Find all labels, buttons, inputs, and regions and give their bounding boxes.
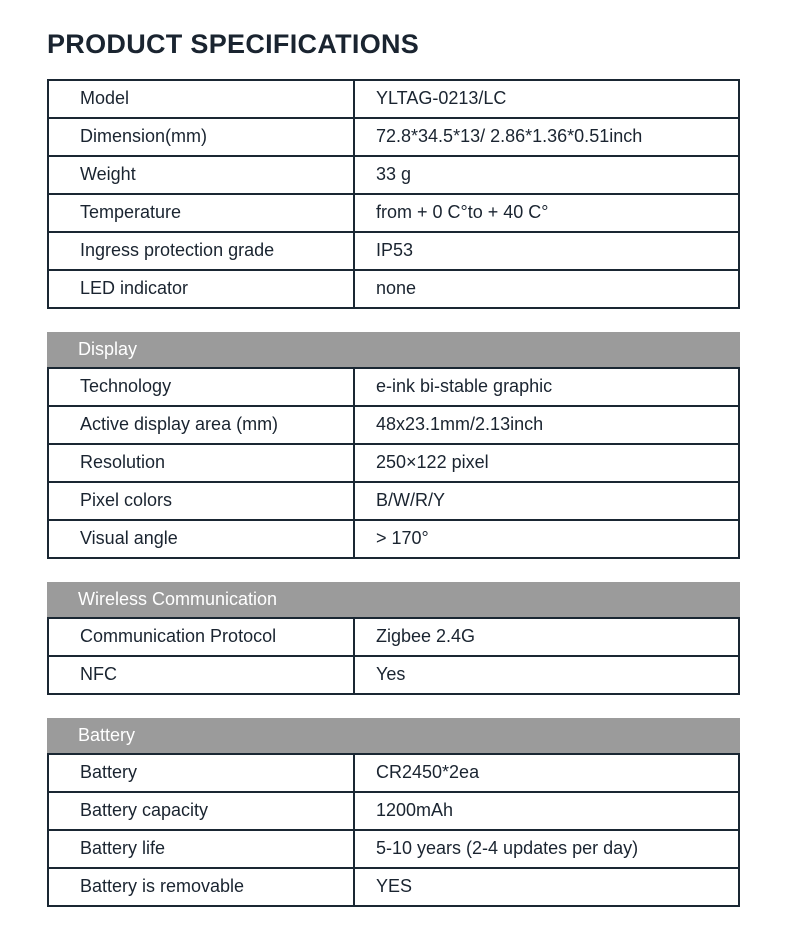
spec-label: Ingress protection grade — [49, 233, 355, 269]
spec-table — [47, 367, 740, 559]
section-title: Display — [78, 338, 138, 359]
spec-row — [49, 829, 738, 867]
spec-value: none — [376, 278, 417, 299]
section-header — [47, 582, 740, 617]
spec-row — [49, 791, 738, 829]
page-title: PRODUCT SPECIFICATIONS — [47, 29, 420, 59]
section-title: Battery — [78, 724, 136, 745]
spec-label: Pixel colors — [49, 483, 355, 519]
spec-row — [49, 755, 738, 791]
spec-row — [49, 519, 738, 557]
spec-table — [47, 753, 740, 907]
spec-row — [49, 443, 738, 481]
spec-value: 48x23.1mm/2.13inch — [376, 414, 544, 435]
spec-row — [49, 193, 738, 231]
spec-label: Active display area (mm) — [49, 407, 355, 443]
spec-label: Battery is removable — [49, 869, 355, 905]
spec-row — [49, 481, 738, 519]
spec-value: e-ink bi-stable graphic — [376, 376, 553, 397]
spec-label: NFC — [49, 657, 355, 693]
sections — [47, 79, 740, 907]
spec-label: Temperature — [49, 195, 355, 231]
spec-row — [49, 655, 738, 693]
spec-value: CR2450*2ea — [376, 762, 480, 783]
spec-value: > 170° — [376, 528, 429, 549]
spec-value: 72.8*34.5*13/ 2.86*1.36*0.51inch — [376, 126, 643, 147]
spec-row — [49, 269, 738, 307]
spec-value: 1200mAh — [376, 800, 454, 821]
spec-label: Communication Protocol — [49, 619, 355, 655]
spec-section — [47, 79, 740, 309]
spec-value: YLTAG-0213/LC — [376, 88, 507, 109]
spec-row — [49, 117, 738, 155]
spec-section — [47, 718, 740, 907]
spec-row — [49, 619, 738, 655]
spec-value: B/W/R/Y — [376, 490, 446, 511]
spec-section — [47, 582, 740, 695]
spec-label: Resolution — [49, 445, 355, 481]
spec-value: YES — [376, 876, 413, 897]
spec-table — [47, 617, 740, 695]
spec-row — [49, 231, 738, 269]
spec-section — [47, 332, 740, 559]
spec-row — [49, 81, 738, 117]
spec-table — [47, 79, 740, 309]
spec-row — [49, 867, 738, 905]
spec-value: IP53 — [376, 240, 414, 261]
spec-label: LED indicator — [49, 271, 355, 307]
section-header — [47, 332, 740, 367]
spec-value: from + 0 C°to + 40 C° — [376, 202, 549, 223]
spec-label: Battery — [49, 755, 355, 791]
spec-label: Dimension(mm) — [49, 119, 355, 155]
spec-label: Visual angle — [49, 521, 355, 557]
spec-value: 33 g — [376, 164, 412, 185]
spec-row — [49, 405, 738, 443]
spec-value: Yes — [376, 664, 406, 685]
spec-label: Battery life — [49, 831, 355, 867]
spec-value: 5-10 years (2-4 updates per day) — [376, 838, 639, 859]
spec-row — [49, 155, 738, 193]
section-header — [47, 718, 740, 753]
spec-label: Battery capacity — [49, 793, 355, 829]
spec-value: 250×122 pixel — [376, 452, 489, 473]
section-title: Wireless Communication — [78, 588, 278, 609]
spec-label: Technology — [49, 369, 355, 405]
spec-value: Zigbee 2.4G — [376, 626, 476, 647]
spec-row — [49, 369, 738, 405]
spec-label: Model — [49, 81, 355, 117]
spec-label: Weight — [49, 157, 355, 193]
